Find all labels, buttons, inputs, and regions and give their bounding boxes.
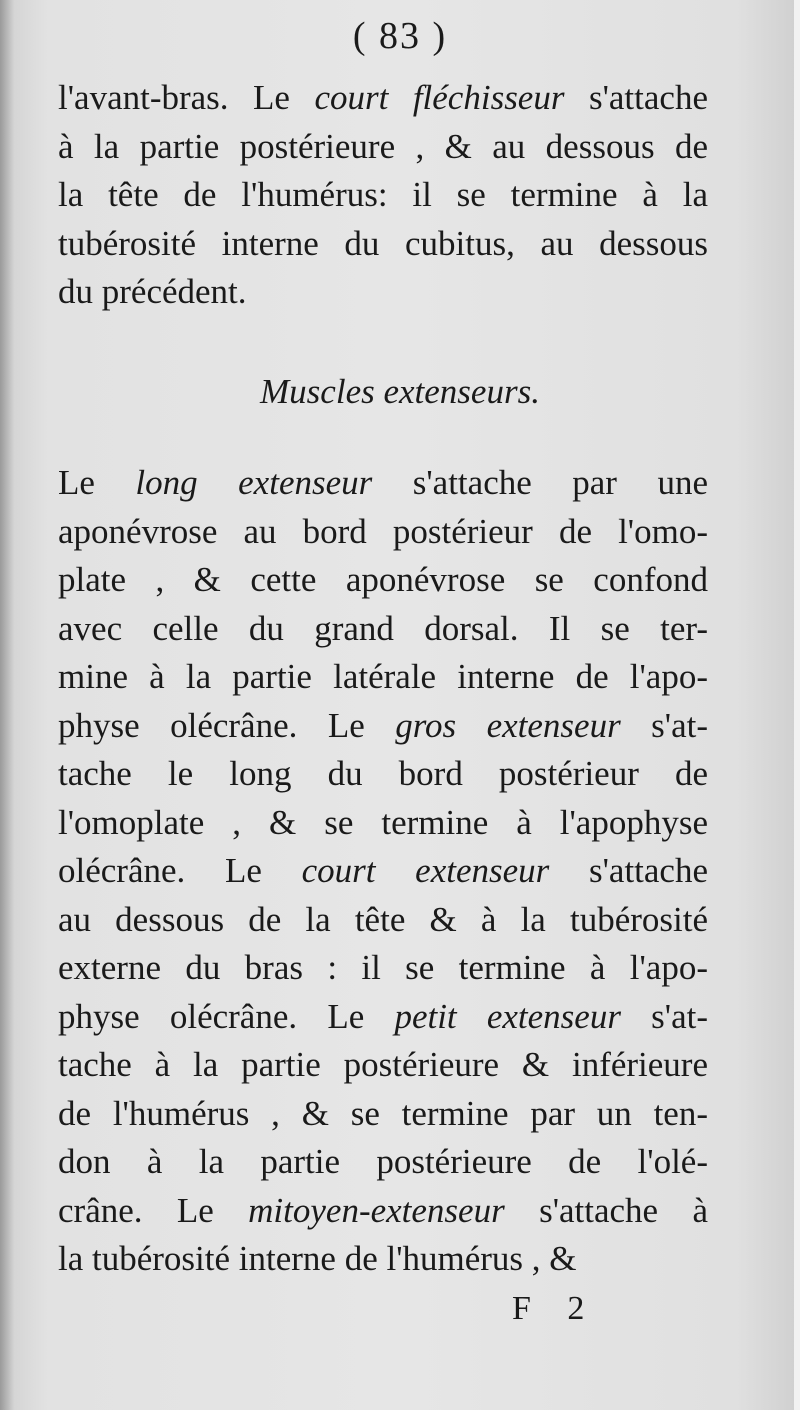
text-line: tache le long du bord postérieur de [58,754,708,793]
paragraph-court-flechisseur [58,74,708,317]
page-gutter-shadow [0,0,14,1410]
text-line: physe olécrâne. Le petit extenseur s'at- [58,996,708,1036]
italic-term: petit extenseur [394,996,621,1036]
text-line: mine à la partie latérale interne de l'apo- [58,657,708,696]
text-line: crâne. Le mitoyen-extenseur s'attache à [58,1190,708,1230]
text-line: de l'humérus , & se termine par un ten- [58,1093,708,1133]
text-line: l'omoplate , & se termine à l'apophyse [58,802,708,842]
italic-term: mitoyen-extenseur [248,1190,505,1230]
text-line: au dessous de la tête & à la tubérosité [58,899,708,939]
italic-term: court extenseur [301,851,550,890]
text-line: plate , & cette aponévrose se confond [58,560,708,599]
text-line: olécrâne. Le court extenseur s'attache [58,851,708,890]
page-edge [794,0,800,1410]
page-number-header: ( 83 ) [352,15,448,57]
text-line: Le long extenseur s'attache par une [58,463,708,502]
text-line: à la partie postérieure , & au dessous de [58,126,708,166]
italic-term: gros extenseur [395,705,621,745]
text-line: du précédent. [58,272,247,311]
text-line: aponévrose au bord postérieur de l'omo- [58,511,708,551]
text-line: don à la partie postérieure de l'olé- [58,1142,708,1181]
italic-term: court fléchisseur [314,78,565,117]
section-heading: Muscles extenseurs. [260,372,540,411]
text-line: tache à la partie postérieure & inférieure [58,1045,708,1084]
text-line: la tête de l'humérus: il se termine à la [58,175,708,214]
text-line: l'avant-bras. Le court fléchisseur s'attache [58,78,708,117]
printer-signature-mark: F 2 [512,1290,599,1327]
text-line: physe olécrâne. Le gros extenseur s'at- [58,705,708,745]
text-line: la tubérosité interne de l'humérus , & [58,1239,577,1278]
text-line: externe du bras : il se termine à l'apo- [58,948,708,987]
text-line: tubérosité interne du cubitus, au dessous [58,223,708,263]
italic-term: long extenseur [135,463,373,502]
paragraph-extenseurs [58,459,708,1284]
text-line: avec celle du grand dorsal. Il se ter- [58,608,708,648]
